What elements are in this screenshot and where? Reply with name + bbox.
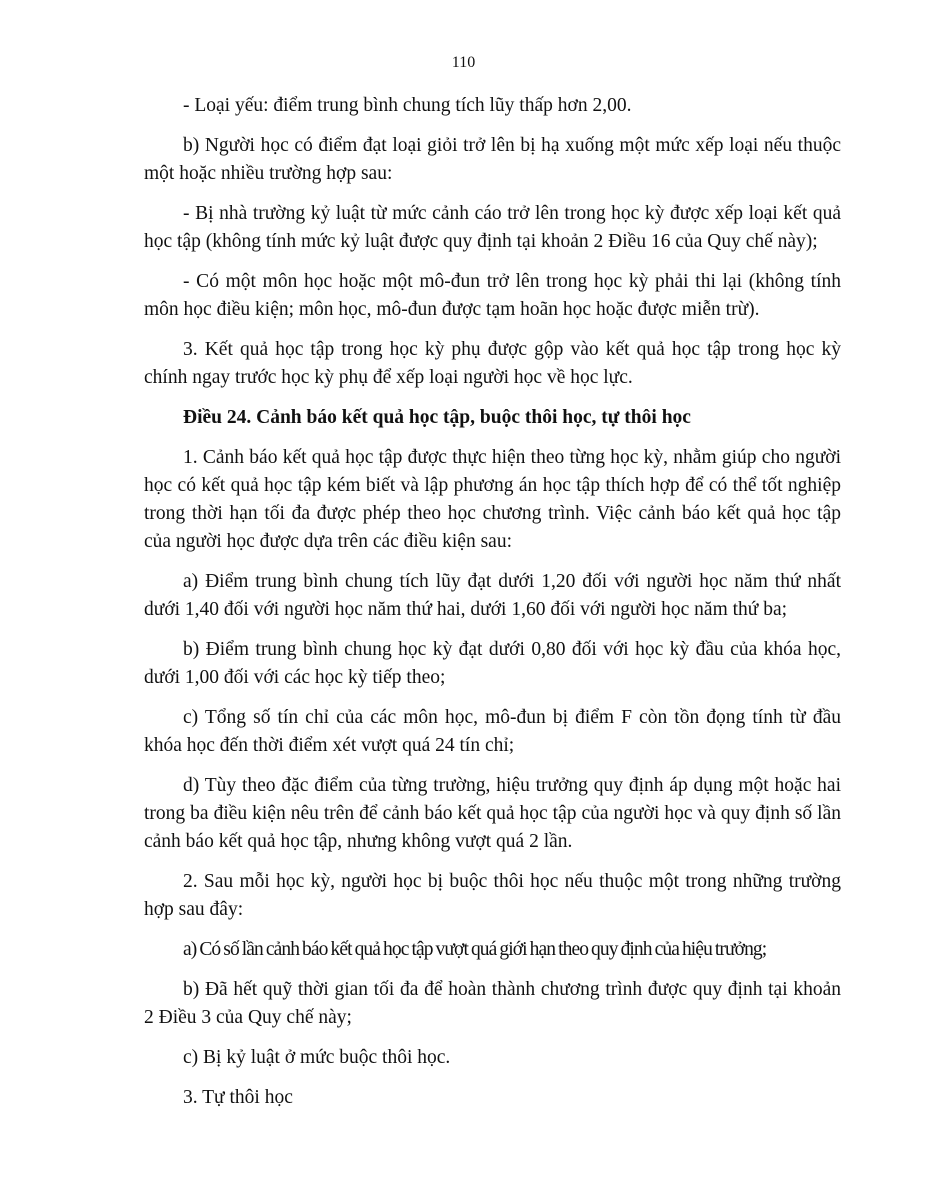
page-number: 110 xyxy=(451,54,476,71)
paragraph-condition-c: c) Tổng số tín chỉ của các môn học, mô-đun bị điểm F còn tồn đọng tính từ đầu khóa học đến thời điểm xét vượt quá 24 tín chỉ; xyxy=(144,707,841,756)
paragraph-withdrawal-a: a) Có số lần cảnh báo kết quả học tập vượt quá giới hạn theo quy định của hiệu trưởng; xyxy=(183,939,767,960)
article-24-heading: Điều 24. Cảnh báo kết quả học tập, buộc thôi học, tự thôi học xyxy=(183,407,691,428)
paragraph-condition-b: b) Điểm trung bình chung học kỳ đạt dưới 0,80 đối với học kỳ đầu của khóa học, dưới 1,00 đối với các học kỳ tiếp theo; xyxy=(144,639,841,688)
paragraph-forced-withdrawal: 2. Sau mỗi học kỳ, người học bị buộc thôi học nếu thuộc một trong những trường hợp sau đây: xyxy=(144,871,841,920)
paragraph-summer-term: 3. Kết quả học tập trong học kỳ phụ được gộp vào kết quả học tập trong học kỳ chính ngay trước học kỳ phụ để xếp loại người học về học lực. xyxy=(144,339,841,388)
paragraph-withdrawal-c: c) Bị kỷ luật ở mức buộc thôi học. xyxy=(183,1047,451,1068)
paragraph-grade-downgrade: b) Người học có điểm đạt loại giỏi trở lên bị hạ xuống một mức xếp loại nếu thuộc một hoặc nhiều trường hợp sau: xyxy=(144,135,841,184)
paragraph-condition-a: a) Điểm trung bình chung tích lũy đạt dưới 1,20 đối với người học năm thứ nhất dưới 1,40 đối với người học năm thứ hai, dưới 1,60 đối với người học năm thứ ba; xyxy=(144,571,841,620)
paragraph-weak-grade: - Loại yếu: điểm trung bình chung tích lũy thấp hơn 2,00. xyxy=(183,95,632,116)
paragraph-withdrawal-b: b) Đã hết quỹ thời gian tối đa để hoàn thành chương trình được quy định tại khoản 2 Điều 3 của Quy chế này; xyxy=(144,979,841,1028)
paragraph-condition-d: d) Tùy theo đặc điểm của từng trường, hiệu trưởng quy định áp dụng một hoặc hai trong ba điều kiện nêu trên để cảnh báo kết quả học tập của người học và quy định số lần cảnh báo kết quả học tập, nhưng không vượt quá 2 lần. xyxy=(144,775,841,852)
document-body xyxy=(144,92,841,1124)
paragraph-voluntary-withdrawal: 3. Tự thôi học xyxy=(183,1087,293,1108)
paragraph-discipline-case: - Bị nhà trường kỷ luật từ mức cảnh cáo trở lên trong học kỳ được xếp loại kết quả học tập (không tính mức kỷ luật được quy định tại khoản 2 Điều 16 của Quy chế này); xyxy=(144,203,841,252)
paragraph-academic-warning: 1. Cảnh báo kết quả học tập được thực hiện theo từng học kỳ, nhằm giúp cho người học có kết quả học tập kém biết và lập phương án học tập thích hợp để có thể tốt nghiệp trong thời hạn tối đa được phép theo học chương trình. Việc cảnh báo kết quả học tập của người học được dựa trên các điều kiện sau: xyxy=(144,447,841,552)
paragraph-retake-case: - Có một môn học hoặc một mô-đun trở lên trong học kỳ phải thi lại (không tính môn học điều kiện; môn học, mô-đun được tạm hoãn học hoặc được miễn trừ). xyxy=(144,271,841,320)
